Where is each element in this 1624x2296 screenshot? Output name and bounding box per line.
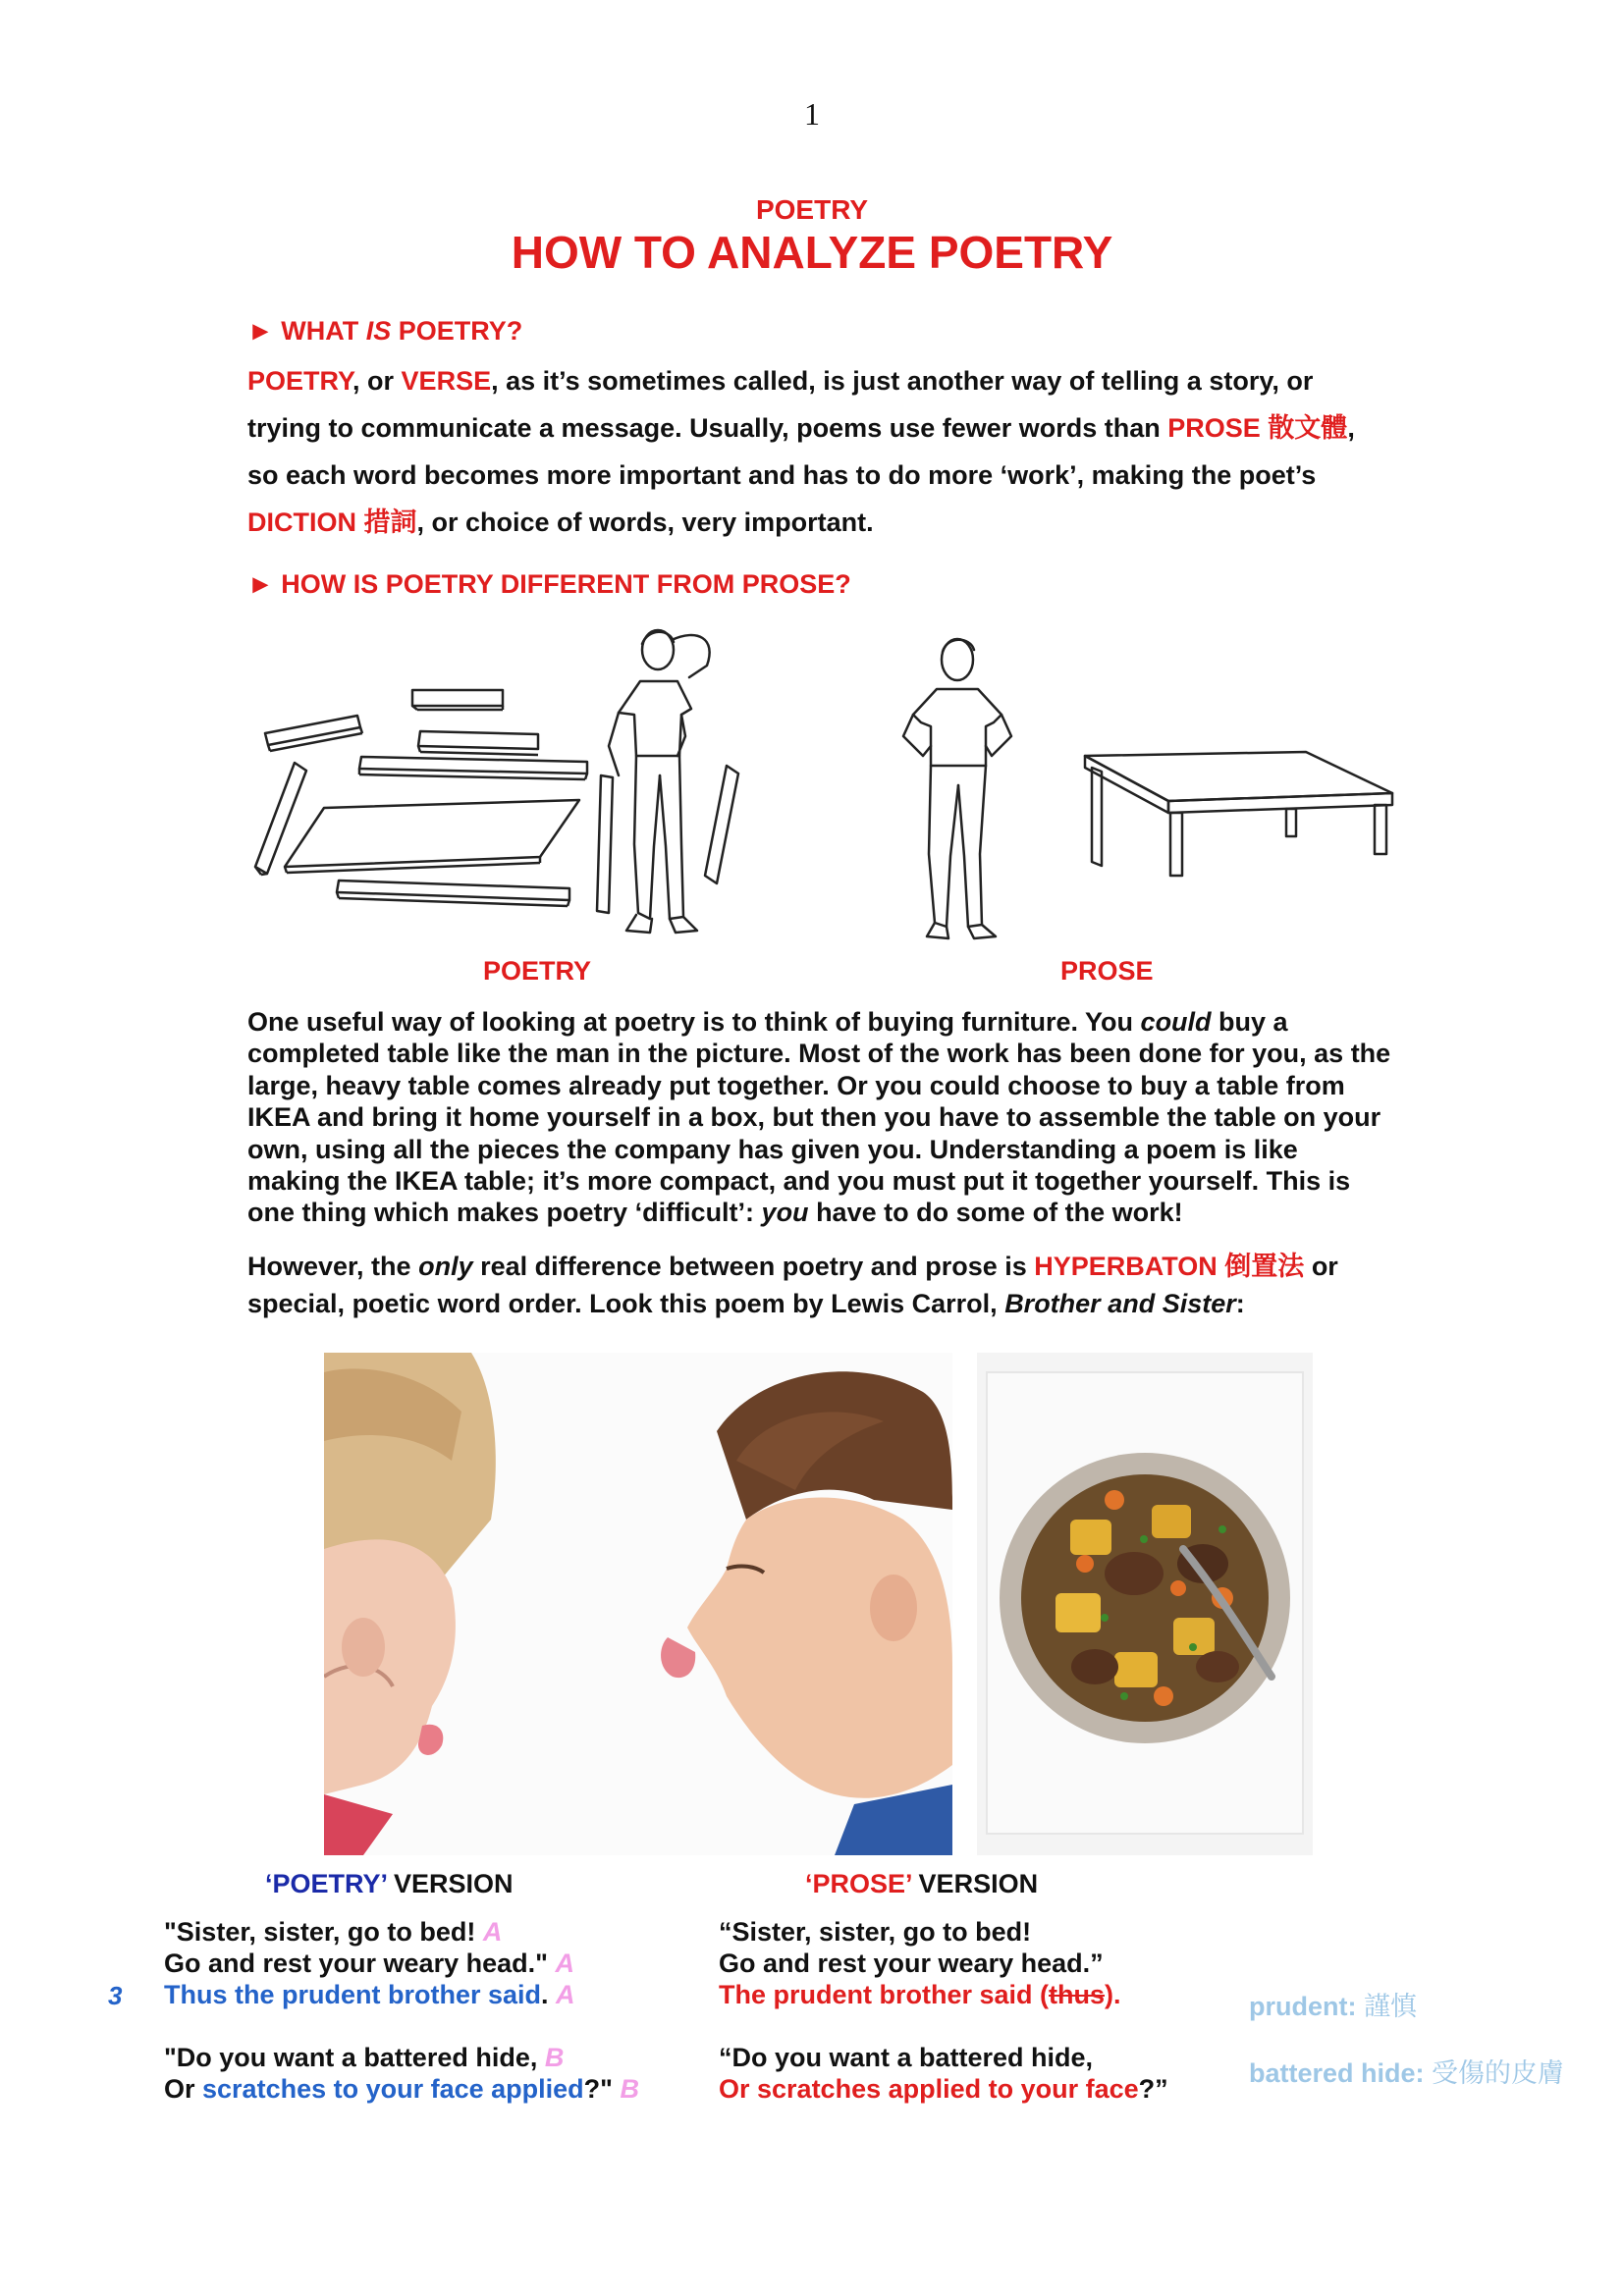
page-title: HOW TO ANALYZE POETRY: [511, 227, 1113, 278]
table-illustration: [1080, 746, 1404, 883]
intro-paragraph: POETRY, or VERSE, as it’s sometimes called, is just another way of telling a story, or trying to communicate a message. Usually, poems use fewer words than PROSE 散文體, so each word becomes more important and has to do more ‘work’, making the poet’s DICTION 措詞, or choice of words, very important.: [247, 366, 1355, 537]
poem-line: Go and rest your weary head." A: [164, 1949, 574, 1978]
stew-bowl-photo: [977, 1353, 1313, 1855]
hyperbaton-paragraph: However, the only real difference between poetry and prose is HYPERBATON 倒置法 or special, poetic word order. Look this poem by Lewis Carrol, Brother and Sister:: [247, 1252, 1338, 1318]
caption-poetry: POETRY: [483, 956, 592, 986]
gloss-prudent: prudent: 謹慎: [1249, 1992, 1417, 2021]
poem-line: "Sister, sister, go to bed! A: [164, 1917, 503, 1947]
prose-line: The prudent brother said (thus).: [719, 1980, 1121, 2009]
prose-version-poem: [719, 1916, 1168, 2105]
prose-line: “Sister, sister, go to bed!: [719, 1917, 1032, 1947]
prose-version-heading: ‘PROSE’ VERSION: [805, 1869, 1039, 1898]
gloss-battered-hide: battered hide: 受傷的皮膚: [1249, 2058, 1565, 2088]
poetry-version-heading: ‘POETRY’ VERSION: [265, 1869, 514, 1898]
heading-what-is-poetry: ► WHAT IS POETRY?: [247, 316, 523, 346]
caption-prose: PROSE: [1060, 956, 1154, 986]
poetry-version-poem: [164, 1916, 639, 2105]
prose-line: “Do you want a battered hide,: [719, 2043, 1094, 2072]
standing-man-illustration: [884, 628, 1031, 942]
page-number: 1: [804, 96, 820, 132]
section-kicker: POETRY: [755, 194, 869, 225]
poem-line: Thus the prudent brother said. A: [164, 1980, 575, 2009]
poem-line: "Do you want a battered hide, B: [164, 2043, 565, 2072]
heading-poetry-vs-prose: ► HOW IS POETRY DIFFERENT FROM PROSE?: [247, 569, 851, 599]
confused-man-illustration: [579, 618, 776, 942]
prose-line: Go and rest your weary head.”: [719, 1949, 1104, 1978]
prose-line: Or scratches applied to your face?”: [719, 2074, 1168, 2104]
children-tongues-photo: [324, 1353, 952, 1855]
poem-line: Or scratches to your face applied?" B: [164, 2074, 639, 2104]
line-number: 3: [108, 1981, 123, 2010]
furniture-analogy-paragraph: One useful way of looking at poetry is to think of buying furniture. You could buy a completed table like the man in the picture. Most of the work has been done for you, as the large, heavy table comes already put together. Or you could choose to buy a table from IKEA and bring it home yourself in a box, but then you have to assemble the table on your own, using all the pieces the company has given you. Understanding a poem is like making the IKEA table; it’s more compact, and you must put it together yourself. This is one thing which makes poetry ‘difficult’: you have to do some of the work!: [247, 1007, 1391, 1228]
